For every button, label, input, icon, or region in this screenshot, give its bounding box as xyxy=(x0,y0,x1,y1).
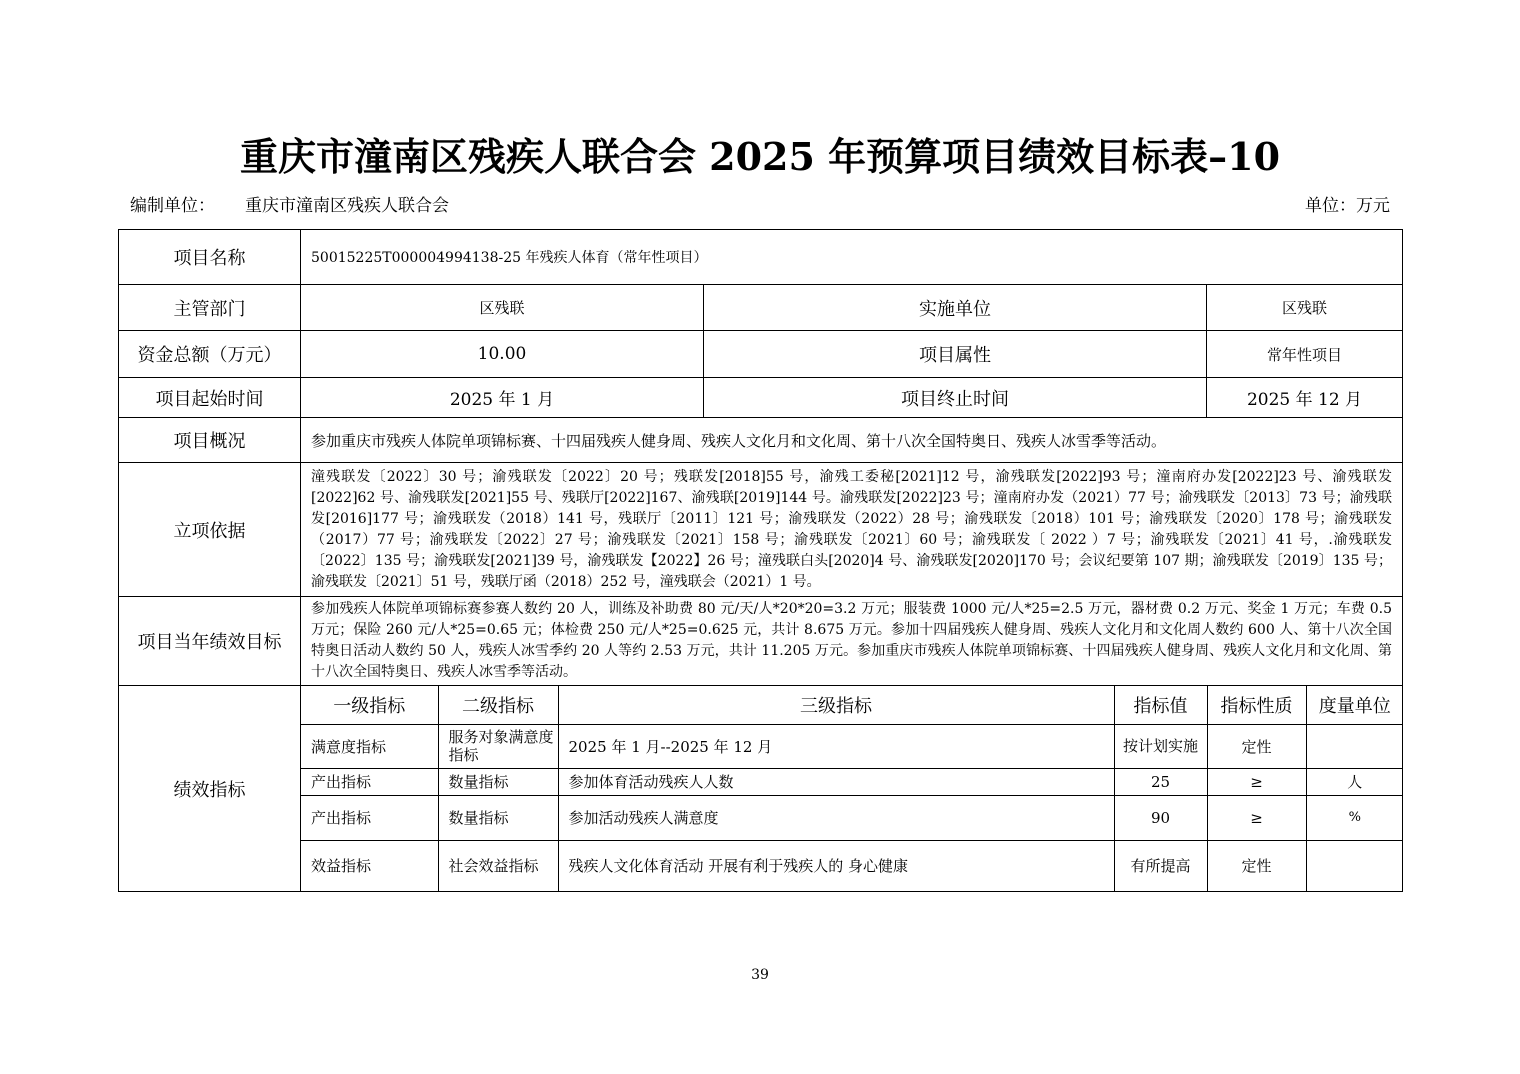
indicator-level1: 产出指标 xyxy=(301,768,438,795)
indicator-unit: % xyxy=(1306,795,1403,840)
fund-value: 10.00 xyxy=(301,331,704,378)
indicator-level3: 参加活动残疾人满意度 xyxy=(558,795,1114,840)
attr-value: 常年性项目 xyxy=(1207,331,1403,378)
table-row xyxy=(119,597,1403,686)
start-label: 项目起始时间 xyxy=(119,378,301,418)
header-nature: 指标性质 xyxy=(1207,686,1306,724)
table-row xyxy=(119,418,1403,463)
impl-label: 实施单位 xyxy=(704,285,1207,331)
indicator-row xyxy=(301,795,1403,840)
fund-label: 资金总额（万元） xyxy=(119,331,301,378)
indicator-level3: 2025 年 1 月--2025 年 12 月 xyxy=(558,724,1114,768)
impl-value: 区残联 xyxy=(1207,285,1403,331)
indicator-unit: 人 xyxy=(1306,768,1403,795)
table-row xyxy=(119,463,1403,597)
indicator-value: 有所提高 xyxy=(1114,840,1207,891)
attr-label: 项目属性 xyxy=(704,331,1207,378)
indicator-table xyxy=(301,686,1403,891)
goal-value: 参加残疾人体院单项锦标赛参赛人数约 20 人，训练及补助费 80 元/天/人*20*20=3.2 万元；服装费 1000 元/人*25=2.5 万元，器材费 0.2 万元、奖金 1 万元；车费 0.5 万元；保险 260 元/人*25=0.65 元；体检费 250 元/人*25=0.625 元，共计 8.675 万元。参加十四届残疾人健身周、残疾人文化月和文化周人数约 600 人、第十八次全国特奥日活动人数约 50 人，残疾人冰雪季约 20 人等约 2.53 万元，共计 11.205 万元。参加重庆市残疾人体院单项锦标赛、十四届残疾人健身周、残疾人文化月和文化周、第十八次全国特奥日、残疾人冰雪季等活动。 xyxy=(301,597,1403,686)
header-unit: 度量单位 xyxy=(1306,686,1403,724)
indicator-row xyxy=(301,724,1403,768)
basis-label: 立项依据 xyxy=(119,463,301,597)
end-label: 项目终止时间 xyxy=(704,378,1207,418)
indicator-level1: 产出指标 xyxy=(301,795,438,840)
table-row xyxy=(119,230,1403,285)
indicator-value: 按计划实施 xyxy=(1114,724,1207,768)
indicator-level2: 数量指标 xyxy=(438,768,558,795)
indicator-level2: 数量指标 xyxy=(438,795,558,840)
org-label: 编制单位： xyxy=(130,196,215,216)
start-value: 2025 年 1 月 xyxy=(301,378,704,418)
dept-label: 主管部门 xyxy=(119,285,301,331)
indicator-level2: 服务对象满意度指标 xyxy=(438,724,558,768)
org-value: 重庆市潼南区残疾人联合会 xyxy=(245,196,449,216)
header-level2: 二级指标 xyxy=(438,686,558,724)
indicator-level3: 残疾人文化体育活动 开展有利于残疾人的 身心健康 xyxy=(558,840,1114,891)
indicator-level3: 参加体育活动残疾人人数 xyxy=(558,768,1114,795)
indicator-cell xyxy=(301,686,1403,892)
performance-table xyxy=(118,229,1403,892)
table-row xyxy=(119,686,1403,892)
indicator-nature: ≥ xyxy=(1207,768,1306,795)
indicator-header-row xyxy=(301,686,1403,724)
basis-value: 潼残联发〔2022〕30 号；渝残联发〔2022〕20 号；残联发[2018]55 号，渝残工委秘[2021]12 号，渝残联发[2022]93 号；潼南府办发[2022]23 号、渝残联发[2022]62 号、渝残联发[2021]55 号、残联厅[2022]167、渝残联[2019]144 号。渝残联发[2022]23 号；潼南府办发（2021）77 号；渝残联发〔2013〕73 号；渝残联发[2016]177 号；渝残联发（2018）141 号，残联厅〔2011〕121 号；渝残联发（2022）28 号；渝残联发〔2018）101 号；渝残联发〔2020〕178 号；渝残联发（2017）77 号；渝残联发〔2022〕27 号；渝残联发〔2021〕158 号；渝残联发〔2021〕60 号；渝残联发〔 2022 ）7 号；渝残联发〔2021〕41 号，.渝残联发〔2022〕135 号；渝残联发[2021]39 号，渝残联发【2022】26 号；潼残联白头[2020]4 号、渝残联发[2020]170 号；会议纪要第 107 期；渝残联发〔2019〕135 号；渝残联发〔2021〕51 号，残联厅函（2018）252 号，潼残联会（2021）1 号。 xyxy=(301,463,1403,597)
indicator-level1: 效益指标 xyxy=(301,840,438,891)
org-line xyxy=(130,194,449,218)
indicator-unit xyxy=(1306,724,1403,768)
indicator-level1: 满意度指标 xyxy=(301,724,438,768)
end-value: 2025 年 12 月 xyxy=(1207,378,1403,418)
perf-label: 绩效指标 xyxy=(119,686,301,892)
indicator-value: 25 xyxy=(1114,768,1207,795)
goal-label: 项目当年绩效目标 xyxy=(119,597,301,686)
page-number: 39 xyxy=(751,967,769,983)
indicator-value: 90 xyxy=(1114,795,1207,840)
project-name-value: 50015225T000004994138-25 年残疾人体育（常年性项目） xyxy=(301,230,1403,285)
indicator-row xyxy=(301,840,1403,891)
page-title: 重庆市潼南区残疾人联合会 2025 年预算项目绩效目标表–10 xyxy=(239,134,1281,179)
indicator-nature: 定性 xyxy=(1207,840,1306,891)
table-row xyxy=(119,285,1403,331)
table-row xyxy=(119,331,1403,378)
header-level1: 一级指标 xyxy=(301,686,438,724)
table-row xyxy=(119,378,1403,418)
dept-value: 区残联 xyxy=(301,285,704,331)
indicator-nature: 定性 xyxy=(1207,724,1306,768)
indicator-row xyxy=(301,768,1403,795)
overview-value: 参加重庆市残疾人体院单项锦标赛、十四届残疾人健身周、残疾人文化月和文化周、第十八次全国特奥日、残疾人冰雪季等活动。 xyxy=(301,418,1403,463)
project-name-label: 项目名称 xyxy=(119,230,301,285)
indicator-nature: ≥ xyxy=(1207,795,1306,840)
header-level3: 三级指标 xyxy=(558,686,1114,724)
overview-label: 项目概况 xyxy=(119,418,301,463)
unit-label: 单位：万元 xyxy=(1305,196,1390,216)
indicator-unit xyxy=(1306,840,1403,891)
header-value: 指标值 xyxy=(1114,686,1207,724)
indicator-level2: 社会效益指标 xyxy=(438,840,558,891)
